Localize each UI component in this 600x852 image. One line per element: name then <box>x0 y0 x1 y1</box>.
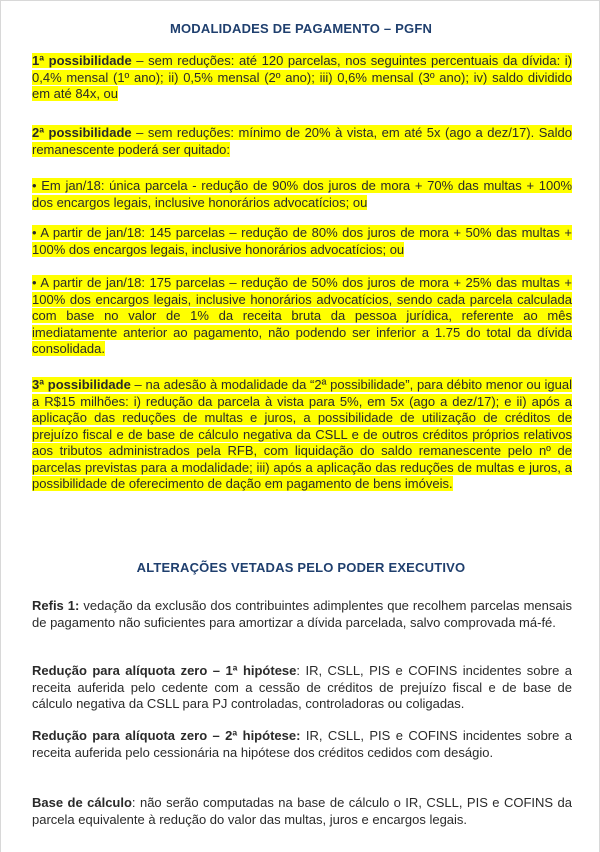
bullet-175-parcelas: • A partir de jan/18: 175 parcelas – redução de 50% dos juros de mora + 25% das multas + 100% dos encargos legais, inclusive honorários advocatícios, sendo cada parcela calculada com base no valor de 1% da receita bruta da pessoa jurídica, referente ao mês imediatamente anterior ao pagamento, não podendo ser inferior a 1.75 do total da dívida consolidada. <box>32 275 572 356</box>
section-title-modalidades: MODALIDADES DE PAGAMENTO – PGFN <box>169 21 433 36</box>
paragraph-base-de-calculo <box>32 795 572 828</box>
text-3a-possibilidade: – na adesão à modalidade da “2ª possibilidade”, para débito menor ou igual a R$15 milhões: i) redução da parcela à vista para 5%, em 5x (ago a dez/17); e ii) após a aplicação das reduções de multas e juros, a possibilidade de utilização de créditos de prejuízo fiscal e de base de cálculo negativa da CSLL e de outros créditos próprios relativos aos tributos administrados pela RFB, com liquidação do saldo remanescente pelo nº de parcelas previstas para a modalidade; iii) após a aplicação das reduções de multas e juros, a possibilidade de oferecimento de dação em pagamento de bens imóveis. <box>32 377 572 491</box>
text-refis-1: vedação da exclusão dos contribuintes adimplentes que recolhem parcelas mensais de pagamento não suficientes para amortizar a dívida parcelada, salvo comprovada má-fé. <box>32 598 572 630</box>
paragraph-3a-possibilidade <box>32 377 572 493</box>
bullet-145-parcelas: • A partir de jan/18: 145 parcelas – redução de 80% dos juros de mora + 50% das multas + 100% dos encargos legais, inclusive honorários advocatícios; ou <box>32 225 572 257</box>
paragraph-1a-possibilidade <box>32 53 572 103</box>
label-1a-possibilidade: 1ª possibilidade <box>32 53 132 68</box>
bullet-em-jan18: • Em jan/18: única parcela - redução de 90% dos juros de mora + 70% das multas + 100% dos encargos legais, inclusive honorários advocatícios; ou <box>32 178 572 210</box>
label-3a-possibilidade: 3ª possibilidade <box>32 377 131 392</box>
label-aliquota-zero-2: Redução para alíquota zero – 2ª hipótese: <box>32 728 301 743</box>
paragraph-aliquota-zero-1 <box>32 663 572 713</box>
text-base-de-calculo: : não serão computadas na base de cálculo o IR, CSLL, PIS e COFINS da parcela equivalente à redução do valor das multas, juros e encargos legais. <box>32 795 572 827</box>
text-1a-possibilidade: – sem reduções: até 120 parcelas, nos seguintes percentuais da dívida: i) 0,4% mensal (1º ano); ii) 0,5% mensal (2º ano); iii) 0,6% mensal (3º ano); iv) saldo dividido em até 84x, ou <box>32 53 573 101</box>
label-aliquota-zero-1: Redução para alíquota zero – 1ª hipótese <box>32 663 297 678</box>
text-aliquota-zero-2: IR, CSLL, PIS e COFINS incidentes sobre a receita auferida pelo cessionária na hipótese dos créditos cedidos com deságio. <box>32 728 572 760</box>
label-2a-possibilidade: 2ª possibilidade <box>32 125 132 140</box>
label-refis-1: Refis 1: <box>32 598 80 613</box>
paragraph-aliquota-zero-2 <box>32 728 572 761</box>
section-title-alteracoes-vetadas: ALTERAÇÕES VETADAS PELO PODER EXECUTIVO <box>136 560 466 575</box>
paragraph-2a-possibilidade <box>32 125 572 158</box>
text-2a-possibilidade: – sem reduções: mínimo de 20% à vista, em até 5x (ago a dez/17). Saldo remanescente poderá ser quitado: <box>32 125 572 157</box>
paragraph-refis-1 <box>32 598 572 631</box>
label-base-de-calculo: Base de cálculo <box>32 795 132 810</box>
text-aliquota-zero-1: : IR, CSLL, PIS e COFINS incidentes sobre a receita auferida pelo cedente com a cessão de créditos de prejuízo fiscal e de base de cálculo negativa da CSLL para PJ controladas, controladoras ou coligadas. <box>32 663 572 711</box>
